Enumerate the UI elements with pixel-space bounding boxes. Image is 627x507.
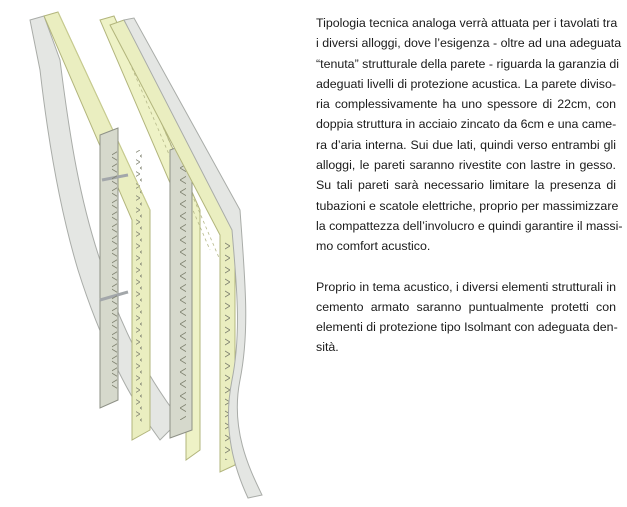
paragraph-spacer <box>316 257 616 277</box>
text-line: “tenuta” strutturale della parete - riguarda la garanzia di <box>316 56 620 71</box>
insulation-texture-left-2 <box>112 150 117 390</box>
text-line: ra d’aria interna. Sui due lati, quindi verso entrambi gli <box>316 137 616 152</box>
text-line: alloggi, le pareti saranno rivestite con lastre in gesso. <box>316 158 616 173</box>
text-line: elementi di protezione tipo Isolmant con adeguata den- <box>316 320 618 335</box>
description-text <box>316 13 623 358</box>
text-line: Tipologia tecnica analoga verrà attuata per i tavolati tra <box>316 16 618 30</box>
text-line: la compattezza dell’involucro e quindi garantire il massi- <box>316 218 623 233</box>
insulation-texture-right <box>180 160 186 420</box>
text-line: mo comfort acustico. <box>316 239 431 254</box>
text-line: cemento armato saranno puntualmente protetti con <box>316 299 616 314</box>
text-line: adeguati livelli di protezione acustica. La parete diviso- <box>316 76 616 91</box>
text-line: i diversi alloggi, dove l’esigenza - oltre ad una adeguata <box>316 36 622 51</box>
text-line: Su tali pareti sarà necessario limitare la presenza di <box>316 178 616 193</box>
text-line: tubazioni e scatole elettriche, proprio per massimizzare <box>316 198 619 213</box>
text-line: Proprio in tema acustico, i diversi elementi strutturali in <box>316 279 616 294</box>
text-line: doppia struttura in acciaio zincato da 6cm e una came- <box>316 117 617 132</box>
paragraph-2 <box>316 277 616 358</box>
paragraph-1 <box>316 13 623 257</box>
wall-section-illustration <box>0 0 300 502</box>
text-line: ria complessivamente ha uno spessore di 22cm, con <box>316 97 616 112</box>
text-line: sità. <box>316 340 339 355</box>
